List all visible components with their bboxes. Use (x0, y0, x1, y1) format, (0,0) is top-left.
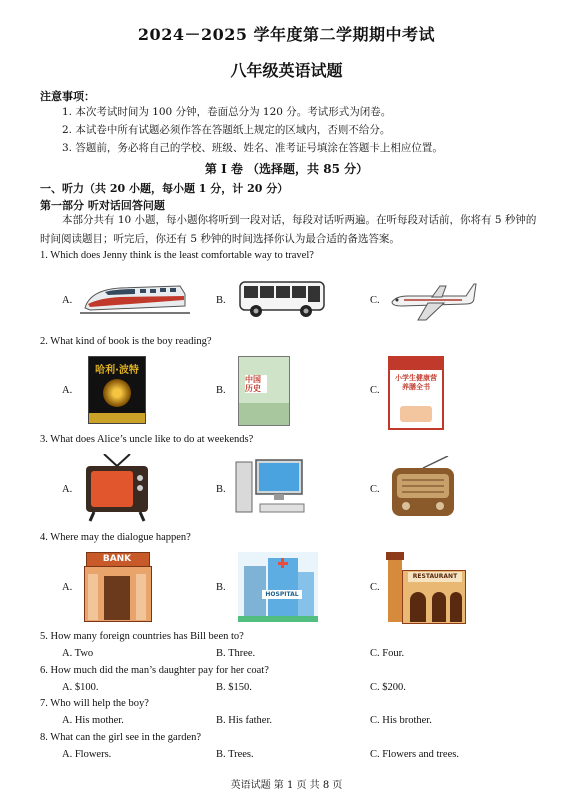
option-b: B. Trees. (216, 749, 254, 760)
train-icon (80, 280, 190, 322)
option-label: B. (216, 484, 226, 495)
option-c: C. Flowers and trees. (370, 749, 459, 760)
bank-sign: BANK (102, 554, 132, 564)
book-cover-title: 小学生健康营养膳全书 (395, 374, 437, 391)
option-label: B. (216, 295, 226, 306)
plane-icon (388, 276, 478, 328)
computer-icon (234, 458, 306, 520)
option-label: A. (62, 582, 73, 593)
book-cover-title: 中国历史 (245, 375, 267, 393)
question-2: 2. What kind of book is the boy reading? (40, 336, 212, 347)
option-label: A. (62, 295, 73, 306)
bank-icon (82, 552, 152, 622)
option-label: C. (370, 582, 380, 593)
option-a: A. Flowers. (62, 749, 112, 760)
question-4: 4. Where may the dialogue happen? (40, 532, 191, 543)
option-label: C. (370, 484, 380, 495)
volume-title: 第 I 卷 （选择题，共 85 分） (204, 162, 369, 176)
option-b: B. His father. (216, 715, 272, 726)
notes-heading: 注意事项： (40, 90, 95, 103)
hospital-icon (238, 552, 318, 622)
note-item: 3. 答题前，务必将自己的学校、班级、姓名、准考证号填涂在答题卡上相应位置。 (62, 142, 443, 154)
tv-icon (84, 454, 150, 526)
option-c: C. His brother. (370, 715, 432, 726)
option-a: A. His mother. (62, 715, 124, 726)
bus-icon (238, 278, 326, 324)
paper-title: 八年级英语试题 (230, 61, 343, 80)
hospital-sign: HOSPITAL (262, 590, 302, 599)
option-label: A. (62, 385, 73, 396)
option-label: B. (216, 582, 226, 593)
history-book-icon (238, 356, 290, 426)
question-8: 8. What can the girl see in the garden? (40, 732, 202, 743)
section-title: 一、听力（共 20 小题，每小题 1 分，计 20 分） (40, 182, 289, 195)
novel-book-icon (88, 356, 146, 424)
question-7: 7. Who will help the boy? (40, 698, 149, 709)
question-6: 6. How much did the man’s daughter pay for her coat? (40, 665, 269, 676)
restaurant-sign: RESTAURANT (408, 572, 462, 582)
option-label: A. (62, 484, 73, 495)
note-item: 1. 本次考试时间为 100 分钟，卷面总分为 120 分。考试形式为闭卷。 (62, 106, 392, 118)
option-label: C. (370, 385, 380, 396)
radio-icon (390, 456, 456, 524)
option-b: B. Three. (216, 648, 256, 659)
option-a: A. Two (62, 648, 94, 659)
question-5: 5. How many foreign countries has Bill been to? (40, 631, 244, 642)
option-c: C. Four. (370, 648, 405, 659)
option-c: C. $200. (370, 682, 406, 693)
instructions-paragraph: 本部分共有 10 小题，每小题你将听到一段对话，每段对话听两遍。在听每段对话前，你将有 5 秒钟的时间阅读题目；听完后，你还有 5 秒钟的时间选择你认为最合适的备选答案。 (40, 214, 537, 245)
option-label: B. (216, 385, 226, 396)
book-cover-title: 哈利·波特 (95, 365, 139, 376)
restaurant-icon (386, 552, 466, 622)
option-b: B. $150. (216, 682, 252, 693)
question-1: 1. Which does Jenny think is the least comfortable way to travel? (40, 250, 314, 261)
page-footer: 英语试题 第 1 页 共 8 页 (230, 780, 343, 791)
option-label: C. (370, 295, 380, 306)
health-book-icon (388, 356, 444, 430)
option-a: A. $100. (62, 682, 99, 693)
question-3: 3. What does Alice’s uncle like to do at weekends? (40, 434, 254, 445)
note-item: 2. 本试卷中所有试题必须作答在答题纸上规定的区域内，否则不给分。 (62, 124, 391, 136)
exam-title: 2024－2025 学年度第二学期期中考试 (137, 25, 436, 44)
part-title: 第一部分 听对话回答问题 (40, 199, 165, 212)
